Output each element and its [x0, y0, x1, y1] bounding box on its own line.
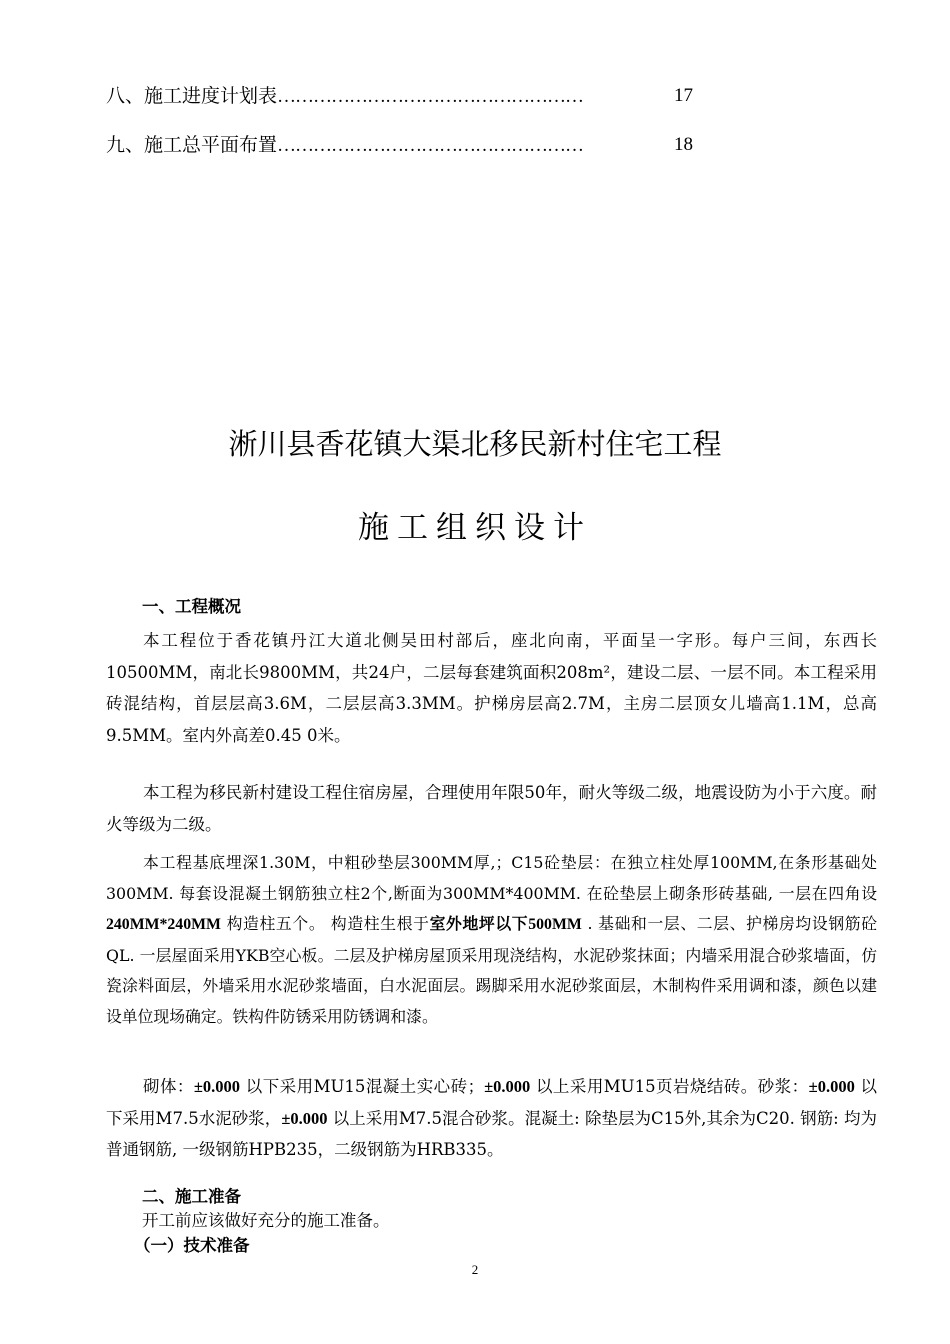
- page-number: 2: [471, 1262, 479, 1277]
- bold-elevation: ±0.000: [193, 1077, 241, 1096]
- subsection-heading-technical: （一）技术准备: [134, 1236, 250, 1255]
- paragraph-text: 以上采用M7.5混合砂浆。混凝土: 除垫层为C15外,其余为C20. 钢筋: 均为普通钢筋, 一级钢筋HPB235，二级钢筋为HRB335。: [106, 1108, 878, 1160]
- toc-leader-dots: ……………………………………………: [277, 135, 584, 156]
- paragraph-text: 砌体：: [143, 1077, 194, 1096]
- paragraph-text: 构造柱五个。 构造柱生根于: [226, 914, 430, 933]
- preparation-text: 开工前应该做好充分的施工准备。: [142, 1211, 390, 1230]
- paragraph-text: . 基础和一层、二层、护梯房均设钢筋砼QL. 一层屋面采用YKB空心板。二层及护梯房屋顶采用现浇结构，水泥砂浆抹面；内墙采用混合砂浆墙面，仿瓷涂料面层，外墙采用水泥砂浆墙面，白水泥面层。踢脚采用水泥砂浆面层，木制构件采用调和漆，颜色以建设单位现场确定。铁构件防锈采用防锈调和漆。: [106, 914, 877, 1026]
- paragraph-text: 本工程基底埋深1.30M，中粗砂垫层300MM厚,；C15砼垫层：在独立柱处厚100MM,在条形基础处300MM. 每套设混凝土钢筋独立柱2个,断面为300MM*400MM. 在砼垫层上砌条形砖基础, 一层在四角设: [106, 853, 877, 903]
- paragraph-foundation: [106, 848, 877, 1032]
- bold-elevation: ±0.000: [484, 1077, 531, 1096]
- toc-leader-dots: ……………………………………………: [277, 86, 584, 107]
- bold-elevation: ±0.000: [808, 1077, 855, 1096]
- paragraph-overview-2: 本工程为移民新村建设工程住宿房屋，合理使用年限50年，耐火等级二级，地震设防为小于六度。耐火等级为二级。: [106, 783, 877, 834]
- bold-elevation: ±0.000: [281, 1108, 328, 1128]
- section-heading-preparation: 二、施工准备: [142, 1187, 241, 1206]
- bold-phrase: 室外地坪以下500MM: [429, 916, 582, 933]
- document-title: 施工组织设计: [358, 510, 592, 546]
- paragraph-text: 以下采用M7.5水泥砂浆，: [106, 1077, 878, 1128]
- toc-entry[interactable]: [106, 132, 706, 159]
- toc-page-number: 17: [674, 85, 693, 106]
- toc-entry[interactable]: [106, 83, 706, 110]
- toc-entry-label: 九、施工总平面布置: [106, 134, 278, 156]
- paragraph-materials: [106, 1071, 877, 1166]
- project-title: 淅川县香花镇大渠北移民新村住宅工程: [228, 427, 722, 461]
- paragraph-text: 以上采用MU15页岩烧结砖。砂浆：: [535, 1077, 809, 1096]
- toc-page-number: 18: [674, 134, 693, 155]
- toc-entry-label: 八、施工进度计划表: [106, 85, 278, 107]
- paragraph-overview-1: 本工程位于香花镇丹江大道北侧吴田村部后，座北向南，平面呈一字形。每户三间，东西长10500MM，南北长9800MM，共24户，二层每套建筑面积208m²，建设二层、一层不同。本工程采用砖混结构，首层层高3.6M，二层层高3.3MM。护梯房层高2.7M，主房二层顶女儿墙高1.1M，总高9.5MM。室内外高差0.45 0米。: [106, 631, 877, 746]
- bold-dimension: 240MM*240MM: [106, 916, 221, 933]
- section-heading-overview: 一、工程概况: [142, 597, 241, 616]
- paragraph-text: 以下采用MU15混凝土实心砖；: [245, 1077, 485, 1096]
